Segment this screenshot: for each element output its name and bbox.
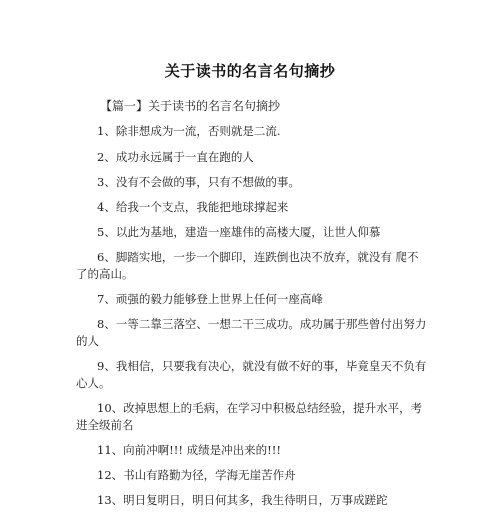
section-heading: 【篇一】关于读书的名言名句摘抄 (100, 99, 281, 113)
quote-line: 2、成功永远属于一直在跑的人 (97, 150, 254, 164)
quote-line: 3、没有不会做的事，只有不想做的事。 (97, 175, 300, 189)
quote-line: 7、顽强的毅力能够登上世界上任何一座高峰 (97, 292, 323, 306)
quote-line: 8、一等二靠三落空、一想二干三成功。成功属于那些曾付出努力 (97, 317, 427, 331)
quote-line: 4、给我一个支点，我能把地球撑起来 (97, 200, 289, 214)
quote-line-continuation: 进全级前名 (76, 418, 134, 432)
quote-line: 12、书山有路勤为径，学海无崖苦作舟 (97, 468, 296, 482)
quote-line: 6、脚踏实地，一步一个脚印，连跌倒也决不放弃，就没有 爬不 (97, 250, 419, 264)
quote-line: 10、改掉思想上的毛病，在学习中积极总结经验，提升水平，考 (97, 401, 423, 415)
page-title: 关于读书的名言名句摘抄 (164, 62, 336, 80)
quote-line: 13、明日复明日，明日何其多，我生待明日，万事成蹉跎 (97, 493, 388, 507)
quote-line-continuation: 心人。 (76, 376, 111, 390)
quote-line: 11、向前冲啊!!! 成绩是冲出来的!!! (97, 443, 282, 457)
quote-line-continuation: 的人 (76, 334, 99, 348)
quote-line: 1、除非想成为一流，否则就是二流. (97, 124, 281, 138)
quote-line-continuation: 了的高山。 (76, 267, 134, 281)
quote-line: 9、我相信，只要我有决心，就没有做不好的事，毕竟皇天不负有 (97, 359, 427, 373)
quote-line: 5、以此为基地，建造一座雄伟的高楼大厦，让世人仰慕 (97, 225, 381, 239)
